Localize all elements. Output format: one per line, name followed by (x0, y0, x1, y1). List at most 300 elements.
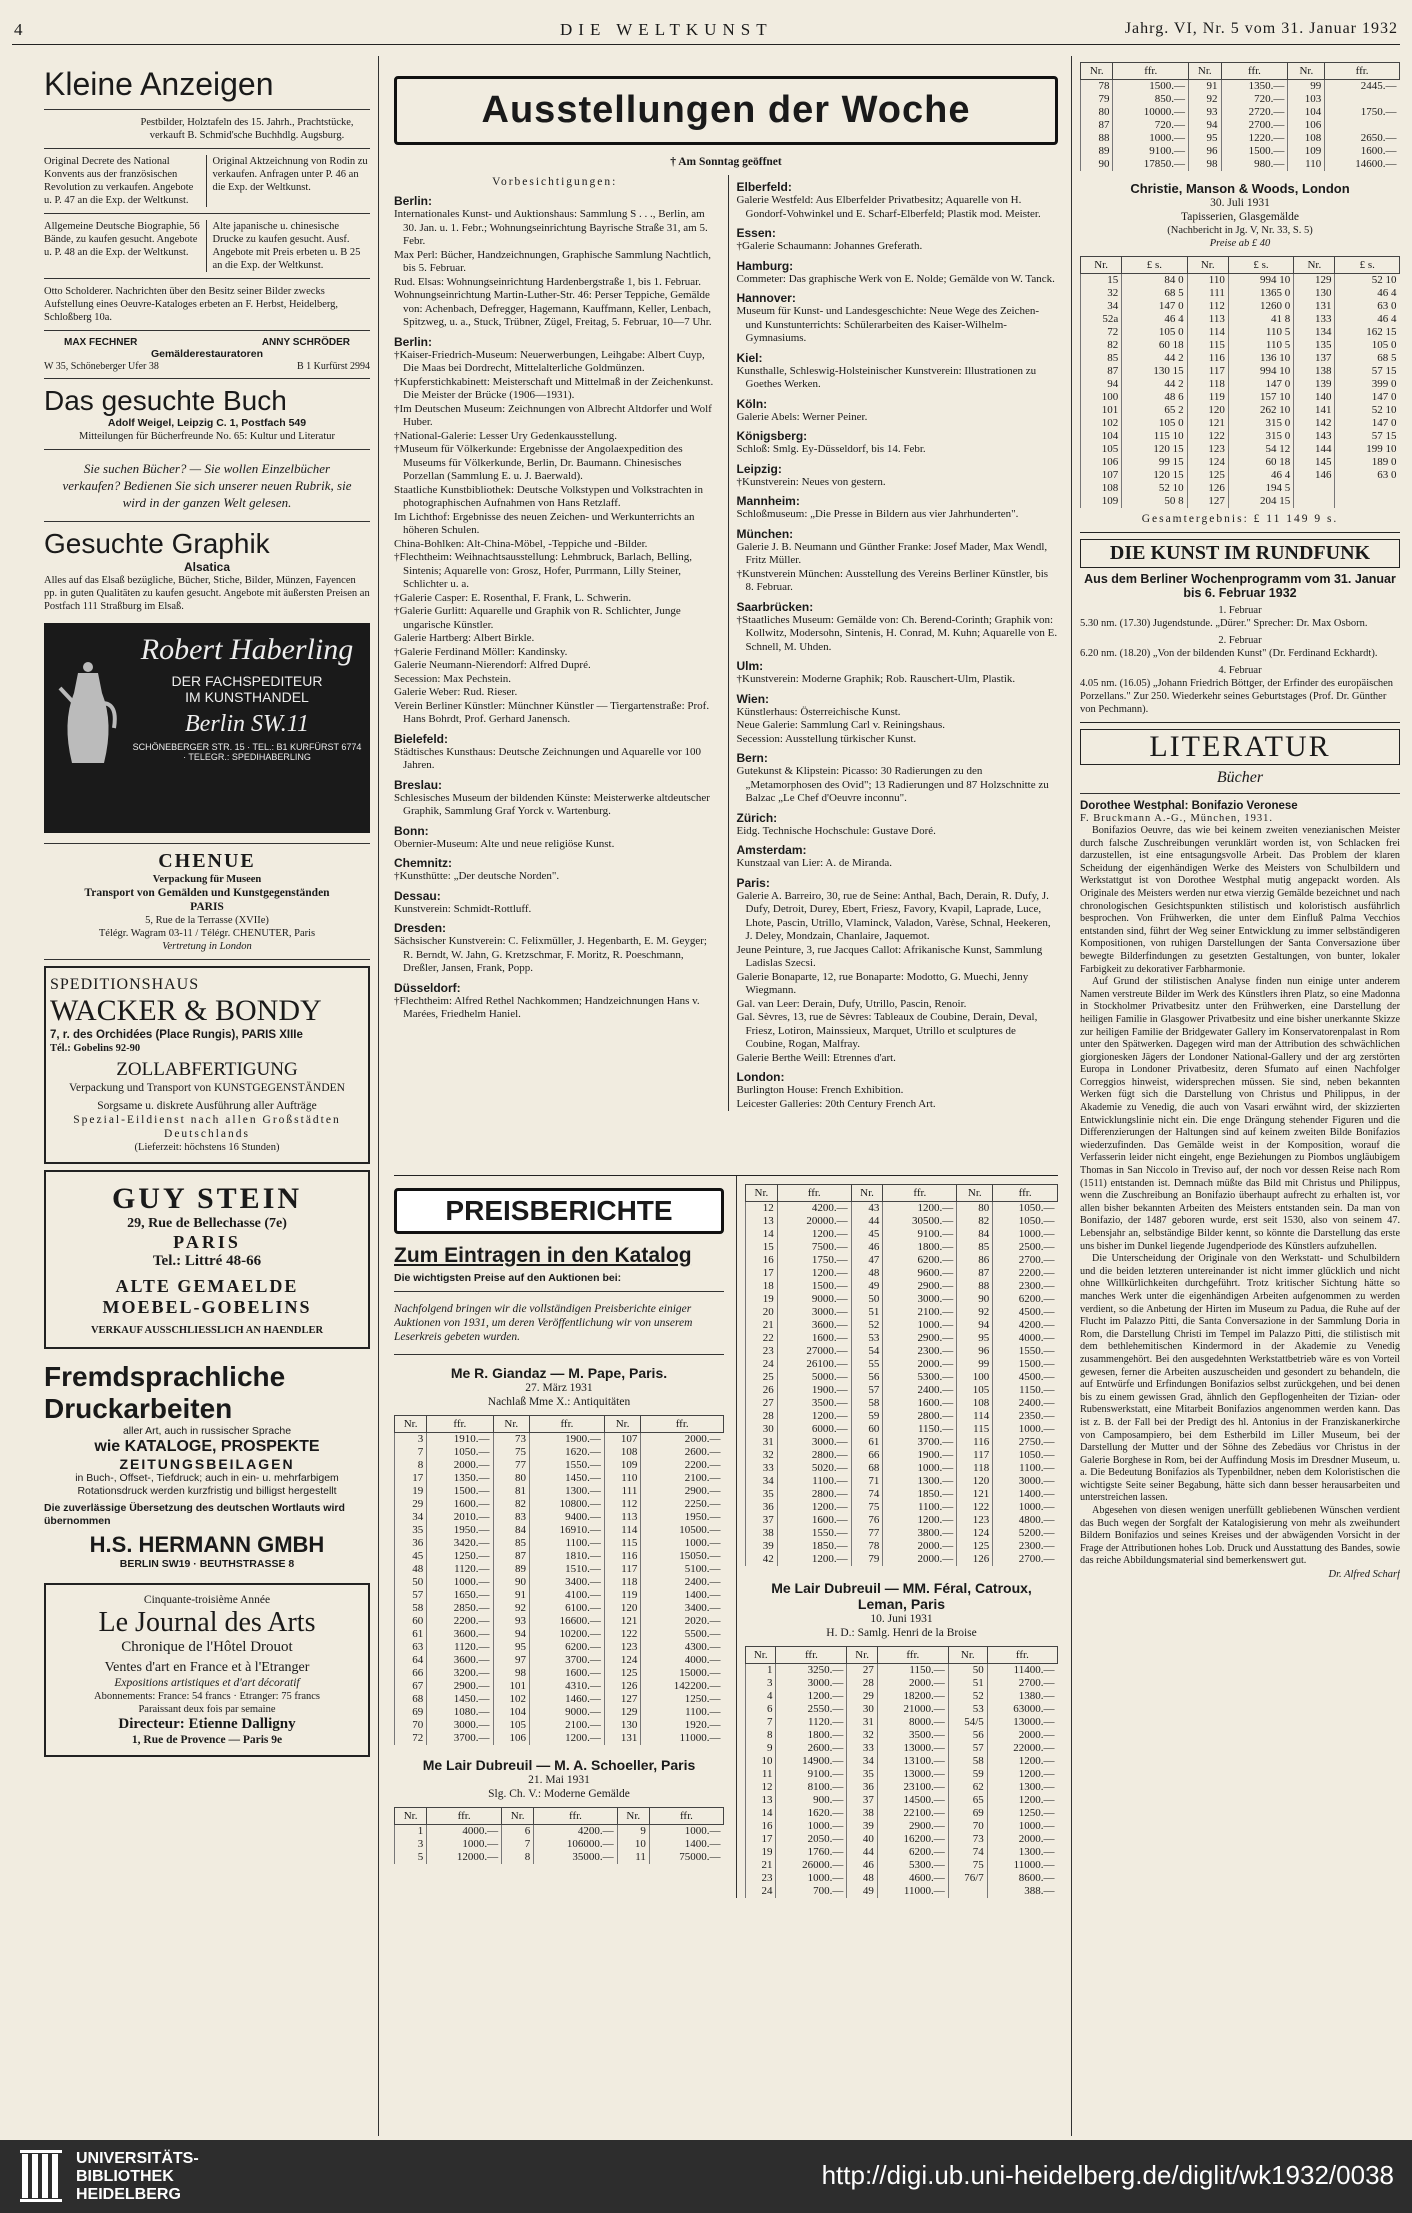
lot-price: 13100.— (877, 1755, 948, 1768)
lot-price: 850.— (1113, 93, 1189, 106)
lot-price: 7500.— (777, 1241, 851, 1254)
lot-number: 108 (604, 1446, 640, 1459)
lot-number: 42 (746, 1553, 778, 1566)
table-row (746, 1267, 1058, 1280)
chenue-line1: Verpackung für Museen (152, 874, 262, 885)
haberling-ad (44, 623, 370, 833)
lot-number: 137 (1294, 352, 1335, 365)
lot-price: 1900.— (777, 1384, 851, 1397)
journal-line7: Paraissant deux fois par semaine (138, 1704, 276, 1715)
lot-price: 52 10 (1335, 274, 1400, 288)
exhibition-entry: Städtisches Kunsthaus: Deutsche Zeichnungen und Aquarelle vor 100 Jahren. (394, 745, 702, 771)
lot-number: 51 (851, 1306, 883, 1319)
lot-number: 90 (957, 1293, 993, 1306)
auction3-table (745, 1646, 1058, 1898)
exhibition-entry: Galerie J. B. Neumann und Günther Franke: Josef Mader, Max Wendl, Fritz Müller. (736, 540, 1048, 566)
lot-number: 108 (957, 1397, 993, 1410)
lot-price: 3000.— (883, 1293, 957, 1306)
column-header: Nr. (395, 1416, 427, 1433)
lot-number: 82 (1081, 339, 1122, 352)
exhibition-entry: Max Perl: Bücher, Handzeichnungen, Graphische Sammlung Nachtlich, bis 5. Februar. (394, 248, 711, 274)
lot-number: 120 (604, 1602, 640, 1615)
table-row (746, 1462, 1058, 1475)
table-row (1081, 365, 1400, 378)
sie-suchen-text: Sie suchen Bücher? — Sie wollen Einzelbücher verkaufen? Bedienen Sie sich unserer neuen Rubrik, sie wird in der ganzen Welt gelesen. (62, 461, 352, 510)
lot-number: 87 (957, 1267, 993, 1280)
lot-number: 91 (1189, 80, 1221, 94)
lot-number: 80 (957, 1202, 993, 1216)
table-row (395, 1472, 724, 1485)
lot-price: 1000.— (987, 1820, 1057, 1833)
lot-number: 50 (948, 1664, 987, 1678)
lot-price: 17850.— (1113, 158, 1189, 171)
exhibition-entry: †Kunstverein: Neues von gestern. (736, 475, 886, 488)
lot-number: 127 (604, 1693, 640, 1706)
city-heading: Bern: (736, 751, 768, 765)
lot-number: 96 (957, 1345, 993, 1358)
lot-price: 1260 0 (1228, 300, 1293, 313)
lot-price: 120 15 (1122, 443, 1187, 456)
preisberichte-right (736, 1176, 1058, 1898)
wacker-line9: (Lieferzeit: höchstens 16 Stunden) (134, 1142, 280, 1153)
column-header: ffr. (534, 1808, 617, 1825)
lot-number: 64 (395, 1654, 427, 1667)
lot-number: 16 (746, 1820, 776, 1833)
city-heading: Kiel: (736, 350, 763, 365)
lot-price: 1120.— (427, 1641, 493, 1654)
lot-price: 46 4 (1122, 313, 1187, 326)
lot-price: 13000.— (877, 1768, 948, 1781)
lot-price: 2600.— (776, 1742, 847, 1755)
lot-price: 147 0 (1335, 391, 1400, 404)
table-row (1081, 391, 1400, 404)
lot-price: 2200.— (427, 1615, 493, 1628)
exhibition-entry: Secession: Max Pechstein. (394, 672, 512, 685)
lot-number: 9 (746, 1742, 776, 1755)
city-heading: Wien: (736, 691, 770, 706)
lot-price: 1620.— (529, 1446, 604, 1459)
lot-price: 2250.— (641, 1498, 724, 1511)
table-row (746, 1514, 1058, 1527)
lot-price: 14600.— (1325, 158, 1400, 171)
lot-price: 16910.— (529, 1524, 604, 1537)
exhibition-entry: †Galerie Schaumann: Johannes Greferath. (736, 240, 923, 252)
ad-restauratoren: Gemälderestauratoren (150, 348, 264, 360)
lot-price: 2100.— (641, 1472, 724, 1485)
lot-price: 980.— (1221, 158, 1288, 171)
hermann-title1: Fremdsprachliche (44, 1361, 286, 1392)
lot-price: 1950.— (641, 1511, 724, 1524)
lot-price: 44 2 (1122, 378, 1187, 391)
column-header: ffr. (777, 1185, 851, 1202)
lot-price: 1900.— (883, 1449, 957, 1462)
lot-number: 67 (395, 1680, 427, 1693)
alsatica-text: Alles auf das Elsaß bezügliche, Bücher, Stiche, Bilder, Münzen, Fayencen pp. in guten Qualitäten zu kaufen gesucht. Angebote mit äußersten Preisen an Postfach 111 Straßburg im Elsaß. (44, 575, 370, 612)
lot-number: 28 (847, 1677, 877, 1690)
lot-price: 2300.— (993, 1540, 1058, 1553)
city-heading: Chemnitz: (394, 856, 452, 870)
lot-price: 900.— (776, 1794, 847, 1807)
lot-number: 38 (746, 1527, 778, 1540)
preisberichte-subtitle: Zum Eintragen in den Katalog (394, 1244, 692, 1267)
lot-price: 2000.— (427, 1459, 493, 1472)
lot-number: 79 (1081, 93, 1113, 106)
column-header: Nr. (395, 1808, 427, 1825)
lot-number: 79 (851, 1553, 883, 1566)
lot-number: 68 (395, 1693, 427, 1706)
lot-number: 52 (948, 1690, 987, 1703)
lot-number: 124 (1187, 456, 1228, 469)
column-rule (1071, 56, 1072, 2136)
column-header: ffr. (1113, 63, 1189, 80)
lot-number: 29 (847, 1690, 877, 1703)
lot-price: 1000.— (993, 1228, 1058, 1241)
lot-number: 72 (395, 1732, 427, 1745)
lot-number: 55 (851, 1358, 883, 1371)
lot-number: 134 (1294, 326, 1335, 339)
library-name-3: HEIDELBERG (76, 2186, 181, 2203)
lot-number: 131 (1294, 300, 1335, 313)
city-heading: Zürich: (736, 810, 778, 825)
lot-price: 30500.— (883, 1215, 957, 1228)
lot-number: 5 (395, 1851, 427, 1864)
lot-number: 89 (1081, 145, 1113, 158)
lot-price: 1300.— (987, 1846, 1057, 1859)
lot-price: 6200.— (993, 1293, 1058, 1306)
christie-note: (Nachbericht in Jg. V, Nr. 33, S. 5) (1167, 225, 1313, 236)
lot-price: 4000.— (993, 1332, 1058, 1345)
lot-number: 31 (847, 1716, 877, 1729)
lot-price: 1620.— (776, 1807, 847, 1820)
lot-price: 1000.— (649, 1825, 723, 1839)
journal-title: Le Journal des Arts (98, 1607, 316, 1638)
christie-date: 30. Juli 1931 (1210, 197, 1270, 209)
christie-table (1080, 256, 1400, 508)
lot-price: 9100.— (883, 1228, 957, 1241)
ad-fechner: MAX FECHNER (64, 337, 138, 348)
lot-price: 1510.— (529, 1563, 604, 1576)
lot-number: 24 (746, 1358, 778, 1371)
wacker-title: WACKER & BONDY (50, 994, 322, 1027)
lot-number: 34 (746, 1475, 778, 1488)
exhibition-entry: Gal. Sèvres, 13, rue de Sèvres: Tableaux de Coubine, Derain, Deval, Friesz, Lotiron, Mainssieux, Marquet, Utrillo et sculptures de Coubine, Rogan, Malfray. (736, 1011, 1038, 1050)
lot-number: 39 (746, 1540, 778, 1553)
city-heading: Essen: (736, 226, 776, 240)
lot-price: 1750.— (777, 1254, 851, 1267)
lot-price: 1000.— (776, 1872, 847, 1885)
lot-number: 107 (1081, 469, 1122, 482)
lot-price: 2800.— (883, 1410, 957, 1423)
lot-price: 6200.— (877, 1846, 948, 1859)
auction3-desc: H. D.: Samlg. Henri de la Broise (826, 1627, 977, 1639)
lot-number: 90 (1081, 158, 1113, 171)
column-header: ffr. (641, 1416, 724, 1433)
lot-number: 1 (746, 1664, 776, 1678)
city-heading: Düsseldorf: (394, 980, 461, 995)
table-row (395, 1825, 724, 1839)
lot-number: 104 (1081, 430, 1122, 443)
guy-line6: MOEBEL-GOBELINS (102, 1297, 312, 1317)
lot-number: 57 (851, 1384, 883, 1397)
lot-price (1325, 119, 1400, 132)
lot-number: 138 (1294, 365, 1335, 378)
lot-number: 58 (395, 1602, 427, 1615)
guy-line4: Tel.: Littré 48-66 (152, 1253, 262, 1269)
lot-number: 66 (851, 1449, 883, 1462)
haberling-name: Robert Haberling (140, 633, 354, 666)
lot-price: 2300.— (883, 1345, 957, 1358)
lot-price: 3400.— (529, 1576, 604, 1589)
lot-price: 1750.— (1325, 106, 1400, 119)
lot-price: 5300.— (877, 1859, 948, 1872)
lot-price: 700.— (776, 1885, 847, 1898)
lot-price: 5500.— (641, 1628, 724, 1641)
chenue-line5: Télégr. Wagram 03-11 / Télégr. CHENUTER, Paris (98, 928, 316, 939)
lot-number: 39 (847, 1820, 877, 1833)
lot-price: 1300.— (883, 1475, 957, 1488)
lot-number: 72 (1081, 326, 1122, 339)
table-row (746, 1241, 1058, 1254)
lot-number: 26 (746, 1384, 778, 1397)
lot-number: 109 (1081, 495, 1122, 508)
column-header: ffr. (987, 1647, 1057, 1664)
lot-number: 75 (851, 1501, 883, 1514)
preisberichte-left (394, 1176, 724, 1898)
lot-number: 43 (851, 1202, 883, 1216)
column-header: ffr. (649, 1808, 723, 1825)
rundfunk-sub: Aus dem Berliner Wochenprogramm vom 31. Januar bis 6. Februar 1932 (1084, 572, 1396, 600)
lot-number: 126 (604, 1680, 640, 1693)
lot-price: 41 8 (1228, 313, 1293, 326)
lot-price: 3700.— (427, 1732, 493, 1745)
lot-price: 5020.— (777, 1462, 851, 1475)
lot-price: 142200.— (641, 1680, 724, 1693)
column-header: ffr. (427, 1808, 502, 1825)
masthead: DIE WELTKUNST (560, 20, 773, 39)
exhibition-entry: Galerie Berthe Weill: Etrennes d'art. (736, 1051, 896, 1064)
lot-price (1335, 495, 1400, 508)
table-row (746, 1755, 1058, 1768)
lot-number: 36 (746, 1501, 778, 1514)
lot-number: 143 (1294, 430, 1335, 443)
gesuchte-graphik-title: Gesuchte Graphik (44, 528, 270, 559)
exhibition-entry: †Im Deutschen Museum: Zeichnungen von Albrecht Altdorfer und Wolf Huber. (394, 402, 712, 428)
lot-number: 88 (1081, 132, 1113, 145)
exhibition-entry: †Kunstverein: Moderne Graphik; Rob. Rauschert-Ulm, Plastik. (736, 673, 1016, 685)
column-header: Nr. (957, 1185, 993, 1202)
lot-number: 129 (604, 1706, 640, 1719)
lot-price: 1500.— (993, 1358, 1058, 1371)
lot-number: 87 (493, 1550, 529, 1563)
lot-price: 994 10 (1228, 274, 1293, 288)
table-row (1081, 106, 1400, 119)
lot-price: 1150.— (877, 1664, 948, 1678)
guy-line5: ALTE GEMAELDE (115, 1276, 299, 1296)
lot-number: 116 (1187, 352, 1228, 365)
lot-price: 60 18 (1122, 339, 1187, 352)
lot-number: 69 (948, 1807, 987, 1820)
wacker-line8: Spezial-Eildienst nach allen Großstädten Deutschlands (73, 1114, 341, 1140)
table-row (395, 1851, 724, 1864)
lot-price: 2350.— (993, 1410, 1058, 1423)
lot-number: 7 (395, 1446, 427, 1459)
exhibition-entry: Rud. Elsas: Wohnungseinrichtung Hardenbergstraße 1, bis 1. Februar. (394, 275, 701, 288)
table-row (746, 1215, 1058, 1228)
lot-price: 1500.— (777, 1280, 851, 1293)
lot-price: 147 0 (1122, 300, 1187, 313)
lot-number: 48 (395, 1563, 427, 1576)
chenue-line3: PARIS (190, 901, 224, 913)
table-row (395, 1838, 724, 1851)
auction1-table (394, 1415, 724, 1745)
lot-number: 3 (395, 1433, 427, 1447)
lot-price: 3000.— (993, 1475, 1058, 1488)
lot-number: 105 (493, 1719, 529, 1732)
auction1-title: Me R. Giandaz — M. Pape, Paris. (450, 1365, 668, 1381)
table-row (746, 1358, 1058, 1371)
lot-number: 120 (957, 1475, 993, 1488)
lot-number: 106 (493, 1732, 529, 1745)
lot-number: 94 (1081, 378, 1122, 391)
lot-price: 54 12 (1228, 443, 1293, 456)
lot-number: 27 (847, 1664, 877, 1678)
table-row (1081, 145, 1400, 158)
exhibition-entry: Staatliche Kunstbibliothek: Deutsche Volkstypen und Volkstrachten in photographischen Aufnahmen von Hans Retzlaff. (394, 483, 703, 509)
lot-price: 1910.— (427, 1433, 493, 1447)
lot-number: 77 (493, 1459, 529, 1472)
lot-price: 1100.— (777, 1475, 851, 1488)
lot-price: 27000.— (777, 1345, 851, 1358)
lot-price: 189 0 (1335, 456, 1400, 469)
lot-price: 2000.— (877, 1677, 948, 1690)
hermann-line3: aller Art, auch in russischer Sprache (122, 1425, 292, 1437)
table-row (746, 1449, 1058, 1462)
wacker-line6: Verpackung und Transport von KUNSTGEGENSTÄNDEN (69, 1082, 345, 1094)
journal-des-arts-ad (44, 1583, 370, 1757)
city-heading: Bonn: (394, 823, 429, 838)
lot-number: 127 (1187, 495, 1228, 508)
lot-number: 85 (957, 1241, 993, 1254)
lot-number: 52a (1081, 313, 1122, 326)
table-row (395, 1602, 724, 1615)
lot-number: 47 (851, 1254, 883, 1267)
lot-number: 125 (957, 1540, 993, 1553)
ad-rodin: Original Aktzeichnung von Rodin zu verkaufen. Anfragen unter P. 46 an die Exp. der Weltkunst. (212, 156, 368, 193)
lot-number: 61 (851, 1436, 883, 1449)
auction1-cont-table (745, 1184, 1058, 1566)
lot-price: 1300.— (529, 1485, 604, 1498)
exhibition-entry: Künstlerhaus: Österreichische Kunst. (736, 705, 901, 718)
exhibition-entry: Schloßmuseum: „Die Presse in Bildern aus vier Jahrhunderten". (736, 508, 1019, 520)
lot-number: 113 (604, 1511, 640, 1524)
lot-number: 89 (493, 1563, 529, 1576)
lot-price: 1800.— (883, 1241, 957, 1254)
lot-number: 65 (948, 1794, 987, 1807)
table-row (395, 1576, 724, 1589)
lot-number: 126 (1187, 482, 1228, 495)
lot-price: 22000.— (987, 1742, 1057, 1755)
lot-price: 2000.— (883, 1553, 957, 1566)
exhibition-entry: †Museum für Völkerkunde: Ergebnisse der Angolaexpedition des Museums für Völkerkunde, Berlin, Dr. Baumann. Chinesisches Porzellan (Sammlung E. u. J. Baerwald). (394, 443, 683, 482)
lot-price: 63 0 (1335, 469, 1400, 482)
lot-number: 35 (395, 1524, 427, 1537)
library-name-2: BIBLIOTHEK (76, 2168, 174, 2185)
lot-price: 3420.— (427, 1537, 493, 1550)
haberling-addr: SCHÖNEBERGER STR. 15 · TEL.: B1 KURFÜRST 6774 · TELEGR.: SPEDIHABERLING (132, 742, 362, 762)
lot-number: 93 (1189, 106, 1221, 119)
lot-price: 1120.— (776, 1716, 847, 1729)
lot-number: 28 (746, 1410, 778, 1423)
table-row (1081, 132, 1400, 145)
table-row (746, 1729, 1058, 1742)
lot-price: 1600.— (777, 1514, 851, 1527)
lot-price: 13000.— (987, 1716, 1057, 1729)
city-heading: Breslau: (394, 777, 443, 792)
lot-price: 57 15 (1335, 365, 1400, 378)
table-row (395, 1433, 724, 1447)
lot-price: 3000.— (776, 1677, 847, 1690)
lot-price: 1000.— (993, 1423, 1058, 1436)
exhibition-entry: Obernier-Museum: Alte und neue religiöse Kunst. (394, 837, 615, 850)
permalink[interactable]: http://digi.ub.uni-heidelberg.de/diglit/wk1932/0038 (821, 2160, 1394, 2190)
lot-price: 2400.— (993, 1397, 1058, 1410)
lot-number: 106 (1288, 119, 1325, 132)
lot-number: 12 (746, 1202, 778, 1216)
lot-price: 110 5 (1228, 326, 1293, 339)
exhibition-entry: †Staatliches Museum: Gemälde von: Ch. Berend-Corinth; Graphik von: Kollwitz, Modersohn, Sintenis, H. Conrad, M. Kuhn; Aquarelle von E. Schnell, M. Uhden. (736, 613, 1058, 653)
lot-number: 80 (1081, 106, 1113, 119)
exhibition-entry: Gutekunst & Klipstein: Picasso: 30 Radierungen zu den „Metamorphosen des Ovid"; 13 Radierungen und 87 Holzschnitte zu Balzac „Le Chef d'Oeuvre inconnu". (736, 765, 1049, 804)
chenue-ad (44, 843, 370, 960)
journal-line3: Chronique de l'Hôtel Drouot (121, 1639, 293, 1655)
lot-number: 130 (604, 1719, 640, 1732)
literatur-sub: Bücher (1216, 769, 1264, 786)
lot-price: 3000.— (777, 1436, 851, 1449)
lot-price: 388.— (987, 1885, 1057, 1898)
lot-number: 34 (847, 1755, 877, 1768)
lot-price: 105 0 (1122, 326, 1187, 339)
lot-price: 1220.— (1221, 132, 1288, 145)
table-row (746, 1716, 1058, 1729)
lot-number: 87 (1081, 365, 1122, 378)
column-header: Nr. (746, 1647, 776, 1664)
lot-price: 4500.— (993, 1306, 1058, 1319)
rundfunk-title: DIE KUNST IM RUNDFUNK (1080, 539, 1400, 568)
lot-number: 104 (493, 1706, 529, 1719)
alsatica-title: Alsatica (183, 560, 231, 574)
lot-number: 19 (746, 1846, 776, 1859)
lot-price: 2000.— (883, 1540, 957, 1553)
wacker-bondy-ad (44, 966, 370, 1164)
lot-price: 1050.— (993, 1449, 1058, 1462)
lot-price: 46 4 (1335, 313, 1400, 326)
lot-price: 262 10 (1228, 404, 1293, 417)
column-header: Nr. (1187, 257, 1228, 274)
lot-price: 3700.— (529, 1654, 604, 1667)
lot-number: 3 (746, 1677, 776, 1690)
column-header: Nr. (1189, 63, 1221, 80)
hermann-line6: in Buch-, Offset-, Tiefdruck; auch in ein- u. mehrfarbigem Rotationsdruck werden kurzfristig und billigst hergestellt (75, 1472, 339, 1497)
lot-price: 4200.— (777, 1202, 851, 1216)
rundfunk-item2: 6.20 nm. (18.20) „Von der bildenden Kunst" (Dr. Ferdinand Eckhardt). (1080, 648, 1378, 659)
lot-price: 2020.— (641, 1615, 724, 1628)
lot-number: 33 (746, 1462, 778, 1475)
table-row (395, 1537, 724, 1550)
lot-number: 85 (1081, 352, 1122, 365)
lot-number: 76/7 (948, 1872, 987, 1885)
lot-number: 27 (746, 1397, 778, 1410)
ad-japanische: Alte japanische u. chinesische Drucke zu kaufen gesucht. Ausf. Angebote mit Preis erbeten u. B 25 an die Exp. der Weltkunst. (212, 221, 361, 271)
